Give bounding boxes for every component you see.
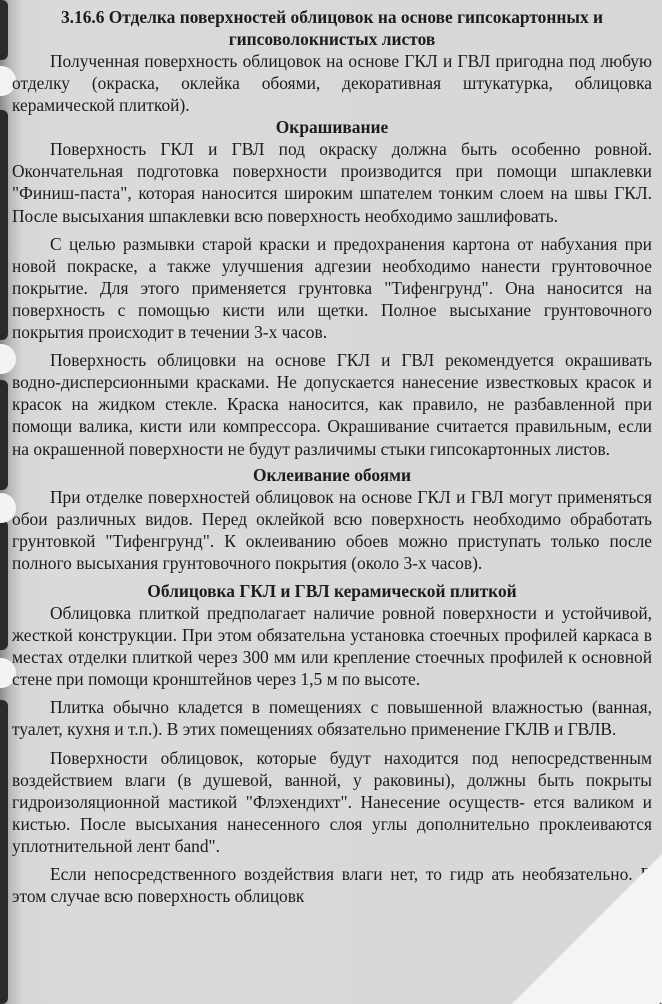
binding-shadow [0, 520, 8, 650]
tiling-paragraph-3: Поверхности облицовок, которые будут находится под непосредственным воздействием влаги (в душевой, ванной, у раковины), должны быть покрыты гидроизоляционной мастикой "Флэхендихт". Нанесение осуществ- ется валиком и кистью. После высыхания нанесенного слоя углы дополнительно проклеиваются уплотнительной лент бand". [12, 747, 652, 856]
binding-shadow [0, 700, 8, 1004]
tiling-paragraph-2: Плитка обычно кладется в помещениях с повышенной влажностью (ванная, туалет, кухня и т.п.). В этих помещениях обязательно применение ГКЛВ и ГВЛВ. [12, 697, 652, 740]
painting-paragraph-3: Поверхность облицовки на основе ГКЛ и ГВЛ рекомендуется окрашивать водно-дисперсионными красками. Не допускается нанесение известковых красок и красок на жидком стекле. Краска наносится, как правило, не разбавленной при помощи валика, кисти или компрессора. Окрашивание считается правильным, если на окрашенной поверхности не будут различимы стыки гипсокартонных листов. [12, 350, 652, 459]
tiling-paragraph-4: Если непосредственного воздействия влаги нет, то гидр ать необязательно. В этом случае всю поверхность облицовк [12, 864, 652, 907]
heading-wallpaper: Оклеивание обоями [252, 464, 412, 485]
binding-shadow [0, 110, 8, 340]
section-title: 3.16.6 Отделка поверхностей облицовок на основе гипсокартонных и гипсоволокнистых листов [60, 7, 604, 49]
document-body [12, 6, 652, 907]
heading-painting: Окрашивание [275, 117, 389, 138]
painting-paragraph-1: Поверхность ГКЛ и ГВЛ под окраску должна быть особенно ровной. Окончательная подготовка поверхности производится при помощи шпаклевки "Финиш-паста", которая наносится широким шпателем тонким слоем на швы ГКЛ. После высыхания шпаклевки всю поверхность необходимо зашлифовать. [12, 139, 652, 226]
painting-paragraph-2: С целью размывки старой краски и предохранения картона от набухания при новой покраске, а также улучшения адгезии необходимо нанести грунтовочное покрытие. Для этого применяется грунтовка "Тифенгрунд". Она наносится на поверхность с помощью кисти или щетки. Полное высыхание грунтовочного покрытия происходит в течении 3-х часов. [12, 233, 652, 343]
binding-shadow [0, 380, 8, 490]
tiling-paragraph-1: Облицовка плиткой предполагает наличие ровной поверхности и устойчивой, жесткой конструкции. При этом обязательна установка стоечных профилей каркаса в местах отделки плиткой через 300 мм или крепление стоечных профилей к основной стене при помощи кронштейнов через 1,5 м по высоте. [12, 602, 652, 690]
folded-page-corner [512, 854, 662, 1004]
intro-paragraph: Полученная поверхность облицовок на основе ГКЛ и ГВЛ пригодна под любую отделку (окраска, оклейка обоями, декоративная штукатурка, облицовка керамической плиткой). [12, 51, 652, 116]
wallpaper-paragraph-1: При отделке поверхностей облицовок на основе ГКЛ и ГВЛ могут применяться обои различных видов. Перед оклейкой всю поверхность необходимо обработать грунтовкой "Тифенгрунд". К оклеиванию обоев можно приступать только после полного высыхания грунтовочного покрытия (около 3-х часов). [12, 486, 652, 573]
binding-shadow [0, 0, 8, 60]
heading-tiling: Облицовка ГКЛ и ГВЛ керамической плиткой [147, 580, 517, 601]
